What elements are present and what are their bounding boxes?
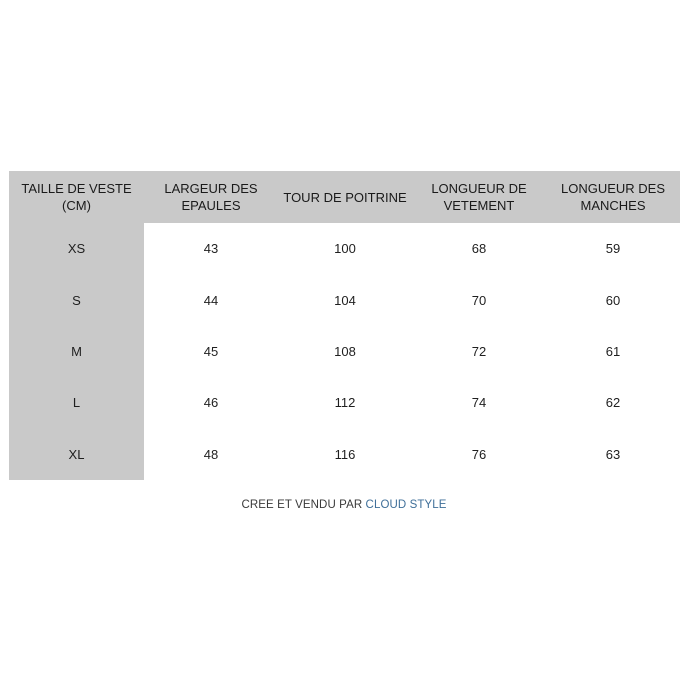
sleeve-cell: 61 <box>605 343 621 359</box>
chest-cell: 116 <box>334 446 356 462</box>
chest-cell: 104 <box>334 292 356 308</box>
length-cell: 74 <box>471 395 487 411</box>
table-row <box>9 274 680 325</box>
footer-credit <box>0 499 688 511</box>
length-cell: 72 <box>471 343 487 359</box>
shoulder-cell: 43 <box>203 241 219 257</box>
header-garment-length: LONGUEUR DE VETEMENT <box>412 171 546 223</box>
table-row <box>9 326 680 377</box>
chest-cell: 100 <box>334 241 356 257</box>
size-chart-table <box>9 171 680 480</box>
footer-prefix: CREE ET VENDU PAR <box>241 499 363 511</box>
size-cell: L <box>9 377 144 428</box>
shoulder-cell: 45 <box>203 343 219 359</box>
header-jacket-size: TAILLE DE VESTE (CM) <box>9 171 144 223</box>
brand-name: CLOUD STYLE <box>365 499 447 511</box>
sleeve-cell: 59 <box>605 241 621 257</box>
length-cell: 76 <box>471 446 487 462</box>
sleeve-cell: 63 <box>605 446 621 462</box>
table-header <box>9 171 680 223</box>
sleeve-cell: 60 <box>605 292 621 308</box>
length-cell: 70 <box>471 292 487 308</box>
table-body <box>9 223 680 480</box>
size-cell: S <box>9 274 144 325</box>
size-cell: XS <box>9 223 144 274</box>
header-row <box>9 171 680 223</box>
shoulder-cell: 46 <box>203 395 219 411</box>
header-shoulder-width: LARGEUR DES EPAULES <box>144 171 278 223</box>
chest-cell: 108 <box>334 343 356 359</box>
table-row <box>9 223 680 274</box>
table-row <box>9 429 680 480</box>
header-chest: TOUR DE POITRINE <box>278 171 412 223</box>
shoulder-cell: 44 <box>203 292 219 308</box>
sleeve-cell: 62 <box>605 395 621 411</box>
size-cell: M <box>9 326 144 377</box>
length-cell: 68 <box>471 241 487 257</box>
chest-cell: 112 <box>334 395 356 411</box>
shoulder-cell: 48 <box>203 446 219 462</box>
table-row <box>9 377 680 428</box>
size-cell: XL <box>9 429 144 480</box>
header-sleeve-length: LONGUEUR DES MANCHES <box>546 171 680 223</box>
